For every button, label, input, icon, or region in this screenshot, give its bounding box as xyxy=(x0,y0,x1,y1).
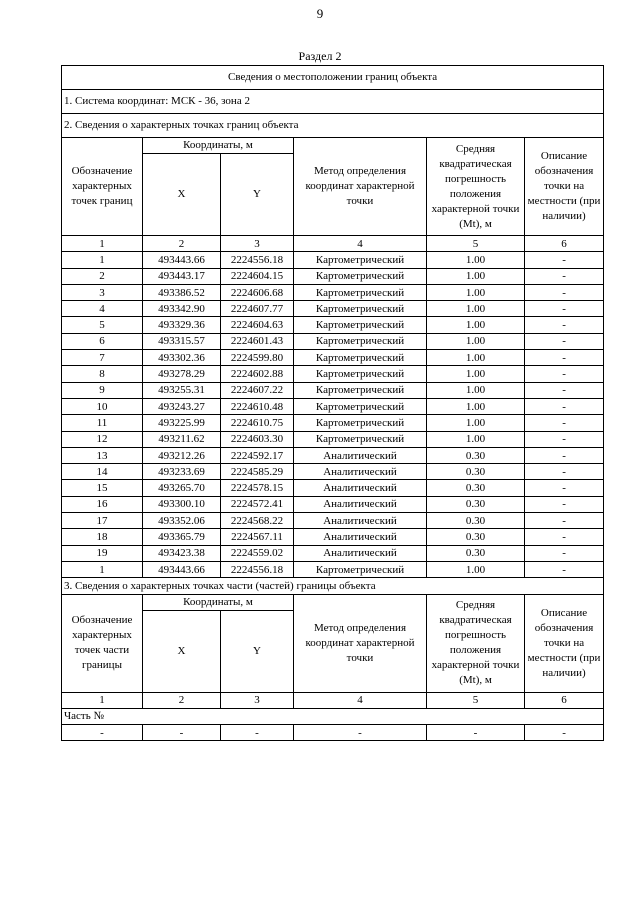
table-row xyxy=(62,268,604,284)
point-y: 2224602.88 xyxy=(221,366,294,382)
point-description: - xyxy=(525,333,604,349)
point-number: 17 xyxy=(62,513,143,529)
point-method: Картометрический xyxy=(294,366,427,382)
column-number: 5 xyxy=(427,692,525,708)
point-y: 2224606.68 xyxy=(221,284,294,300)
table-row xyxy=(62,252,604,268)
point-y: 2224607.77 xyxy=(221,301,294,317)
point-y: 2224592.17 xyxy=(221,447,294,463)
point-description: - xyxy=(525,284,604,300)
point-method: Картометрический xyxy=(294,431,427,447)
point-description: - xyxy=(525,513,604,529)
point-method: Картометрический xyxy=(294,301,427,317)
header-description-part: Описание обозначения точки на местности (при наличии) xyxy=(525,594,604,692)
header-y-part: Y xyxy=(221,610,294,692)
point-x: 493278.29 xyxy=(143,366,221,382)
point-method: Аналитический xyxy=(294,480,427,496)
point-y: 2224585.29 xyxy=(221,464,294,480)
point-number: 8 xyxy=(62,366,143,382)
point-error: 0.30 xyxy=(427,513,525,529)
point-description: - xyxy=(525,529,604,545)
part-label: Часть № xyxy=(62,708,604,724)
point-x: 493233.69 xyxy=(143,464,221,480)
point-x: 493265.70 xyxy=(143,480,221,496)
point-description: - xyxy=(525,252,604,268)
table-row xyxy=(62,333,604,349)
table-row xyxy=(62,545,604,561)
table-row xyxy=(62,415,604,431)
header-error-part: Средняя квадратическая погрешность положения характерной точки (Mt), м xyxy=(427,594,525,692)
point-method: Аналитический xyxy=(294,545,427,561)
part-cell: - xyxy=(294,725,427,741)
point-y: 2224604.63 xyxy=(221,317,294,333)
column-number: 1 xyxy=(62,692,143,708)
point-description: - xyxy=(525,464,604,480)
column-number: 2 xyxy=(143,692,221,708)
point-number: 19 xyxy=(62,545,143,561)
point-y: 2224607.22 xyxy=(221,382,294,398)
point-method: Аналитический xyxy=(294,464,427,480)
point-y: 2224568.22 xyxy=(221,513,294,529)
point-x: 493443.66 xyxy=(143,252,221,268)
header-y: Y xyxy=(221,154,294,236)
header-x-part: X xyxy=(143,610,221,692)
point-x: 493365.79 xyxy=(143,529,221,545)
point-description: - xyxy=(525,301,604,317)
point-method: Картометрический xyxy=(294,284,427,300)
part-cell: - xyxy=(62,725,143,741)
table-row xyxy=(62,301,604,317)
point-y: 2224604.15 xyxy=(221,268,294,284)
point-method: Картометрический xyxy=(294,398,427,414)
point-y: 2224572.41 xyxy=(221,496,294,512)
point-description: - xyxy=(525,561,604,577)
point-error: 0.30 xyxy=(427,545,525,561)
point-x: 493315.57 xyxy=(143,333,221,349)
point-error: 0.30 xyxy=(427,464,525,480)
column-number: 3 xyxy=(221,236,294,252)
header-method: Метод определения координат характерной точки xyxy=(294,138,427,236)
point-y: 2224599.80 xyxy=(221,350,294,366)
point-x: 493423.38 xyxy=(143,545,221,561)
point-y: 2224559.02 xyxy=(221,545,294,561)
point-x: 493212.26 xyxy=(143,447,221,463)
column-number: 1 xyxy=(62,236,143,252)
table-row xyxy=(62,513,604,529)
point-y: 2224578.15 xyxy=(221,480,294,496)
point-number: 13 xyxy=(62,447,143,463)
point-method: Картометрический xyxy=(294,268,427,284)
point-y: 2224567.11 xyxy=(221,529,294,545)
table-row xyxy=(62,447,604,463)
point-number: 11 xyxy=(62,415,143,431)
table-row xyxy=(62,561,604,577)
point-x: 493211.62 xyxy=(143,431,221,447)
header-point-designation: Обозначение характерных точек границ xyxy=(62,138,143,236)
column-number: 5 xyxy=(427,236,525,252)
point-method: Картометрический xyxy=(294,317,427,333)
header-method-part: Метод определения координат характерной точки xyxy=(294,594,427,692)
column-number: 4 xyxy=(294,692,427,708)
column-number: 2 xyxy=(143,236,221,252)
table-row xyxy=(62,464,604,480)
point-description: - xyxy=(525,545,604,561)
point-y: 2224603.30 xyxy=(221,431,294,447)
point-error: 1.00 xyxy=(427,268,525,284)
point-error: 0.30 xyxy=(427,496,525,512)
column-numbers-row xyxy=(62,236,604,252)
header-coordinates-part: Координаты, м xyxy=(143,594,294,610)
point-x: 493342.90 xyxy=(143,301,221,317)
point-description: - xyxy=(525,366,604,382)
point-error: 1.00 xyxy=(427,301,525,317)
point-number: 1 xyxy=(62,252,143,268)
point-error: 1.00 xyxy=(427,366,525,382)
coordinate-system: 1. Система координат: МСК - 36, зона 2 xyxy=(62,90,604,114)
point-method: Аналитический xyxy=(294,447,427,463)
point-error: 1.00 xyxy=(427,252,525,268)
section-title: Раздел 2 xyxy=(298,49,342,63)
point-number: 15 xyxy=(62,480,143,496)
table-row xyxy=(62,529,604,545)
header-coordinates: Координаты, м xyxy=(143,138,294,154)
point-description: - xyxy=(525,350,604,366)
point-number: 9 xyxy=(62,382,143,398)
point-number: 7 xyxy=(62,350,143,366)
point-y: 2224556.18 xyxy=(221,561,294,577)
point-method: Аналитический xyxy=(294,496,427,512)
point-method: Картометрический xyxy=(294,415,427,431)
point-error: 1.00 xyxy=(427,382,525,398)
column-numbers-row-part xyxy=(62,692,604,708)
table-row xyxy=(62,317,604,333)
point-error: 1.00 xyxy=(427,284,525,300)
table-row xyxy=(62,496,604,512)
column-number: 6 xyxy=(525,692,604,708)
part-cell: - xyxy=(427,725,525,741)
table-title: Сведения о местоположении границ объекта xyxy=(62,66,604,90)
boundary-table xyxy=(61,65,604,741)
section3-title: 3. Сведения о характерных точках части (частей) границы объекта xyxy=(62,578,604,594)
point-x: 493443.66 xyxy=(143,561,221,577)
point-x: 493443.17 xyxy=(143,268,221,284)
point-x: 493386.52 xyxy=(143,284,221,300)
point-error: 0.30 xyxy=(427,480,525,496)
point-method: Картометрический xyxy=(294,561,427,577)
table-row xyxy=(62,431,604,447)
point-number: 16 xyxy=(62,496,143,512)
point-error: 0.30 xyxy=(427,529,525,545)
table-row xyxy=(62,284,604,300)
point-number: 10 xyxy=(62,398,143,414)
point-number: 1 xyxy=(62,561,143,577)
column-number: 6 xyxy=(525,236,604,252)
point-method: Картометрический xyxy=(294,350,427,366)
point-number: 3 xyxy=(62,284,143,300)
point-method: Картометрический xyxy=(294,333,427,349)
header-error: Средняя квадратическая погрешность положения характерной точки (Mt), м xyxy=(427,138,525,236)
point-error: 1.00 xyxy=(427,350,525,366)
point-y: 2224601.43 xyxy=(221,333,294,349)
header-description: Описание обозначения точки на местности (при наличии) xyxy=(525,138,604,236)
table-row xyxy=(62,398,604,414)
point-x: 493329.36 xyxy=(143,317,221,333)
point-x: 493300.10 xyxy=(143,496,221,512)
point-method: Картометрический xyxy=(294,382,427,398)
part-cell: - xyxy=(143,725,221,741)
point-number: 5 xyxy=(62,317,143,333)
point-x: 493243.27 xyxy=(143,398,221,414)
part-cell: - xyxy=(221,725,294,741)
point-method: Аналитический xyxy=(294,513,427,529)
point-x: 493225.99 xyxy=(143,415,221,431)
point-number: 14 xyxy=(62,464,143,480)
section2-title: 2. Сведения о характерных точках границ объекта xyxy=(62,114,604,138)
point-description: - xyxy=(525,268,604,284)
point-error: 1.00 xyxy=(427,317,525,333)
point-description: - xyxy=(525,415,604,431)
part-cell: - xyxy=(525,725,604,741)
table-row xyxy=(62,382,604,398)
point-x: 493302.36 xyxy=(143,350,221,366)
point-number: 6 xyxy=(62,333,143,349)
point-x: 493255.31 xyxy=(143,382,221,398)
table-row xyxy=(62,366,604,382)
header-x: X xyxy=(143,154,221,236)
header-point-designation-part: Обозначение характерных точек части границы xyxy=(62,594,143,692)
point-error: 1.00 xyxy=(427,431,525,447)
point-y: 2224610.48 xyxy=(221,398,294,414)
point-error: 0.30 xyxy=(427,447,525,463)
table-row xyxy=(62,350,604,366)
column-number: 3 xyxy=(221,692,294,708)
point-error: 1.00 xyxy=(427,333,525,349)
point-description: - xyxy=(525,496,604,512)
page-number: 9 xyxy=(316,6,324,21)
point-description: - xyxy=(525,431,604,447)
point-description: - xyxy=(525,398,604,414)
column-number: 4 xyxy=(294,236,427,252)
point-description: - xyxy=(525,382,604,398)
point-number: 4 xyxy=(62,301,143,317)
point-error: 1.00 xyxy=(427,398,525,414)
point-description: - xyxy=(525,447,604,463)
point-description: - xyxy=(525,317,604,333)
table-row xyxy=(62,480,604,496)
point-error: 1.00 xyxy=(427,415,525,431)
point-y: 2224610.75 xyxy=(221,415,294,431)
point-number: 12 xyxy=(62,431,143,447)
point-method: Картометрический xyxy=(294,252,427,268)
point-number: 18 xyxy=(62,529,143,545)
point-y: 2224556.18 xyxy=(221,252,294,268)
part-row xyxy=(62,725,604,741)
point-number: 2 xyxy=(62,268,143,284)
point-x: 493352.06 xyxy=(143,513,221,529)
point-description: - xyxy=(525,480,604,496)
point-method: Аналитический xyxy=(294,529,427,545)
point-error: 1.00 xyxy=(427,561,525,577)
